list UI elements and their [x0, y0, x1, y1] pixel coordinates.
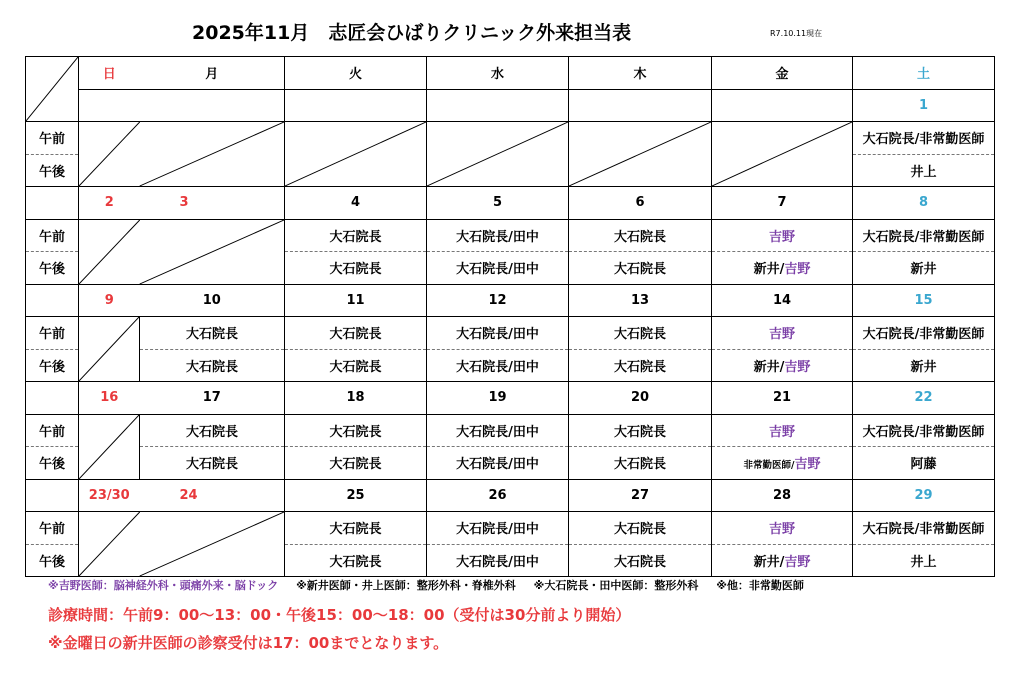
fri-am-doctor: 吉野 [712, 414, 853, 447]
date-tue: 25 [285, 479, 427, 512]
date-fri: 7 [712, 187, 853, 220]
wed-pm-doctor: 大石院長/田中 [427, 544, 569, 577]
corner-cell [26, 57, 79, 122]
am-label: 午前 [26, 317, 79, 350]
pm-label: 午後 [26, 349, 79, 382]
date-wed: 5 [427, 187, 569, 220]
page-title: 2025年11月 志匠会ひばりクリニック外来担当表 [192, 22, 632, 44]
sat-am-doctor: 大石院長/非常勤医師 [853, 317, 995, 350]
date-tue: 4 [285, 187, 427, 220]
mon-am-doctor: 大石院長 [140, 317, 285, 350]
sat-am-doctor: 大石院長/非常勤医師 [853, 122, 995, 155]
date-cell [569, 89, 712, 122]
wed-am-doctor: 大石院長/田中 [427, 317, 569, 350]
fri-am-doctor: 吉野 [712, 219, 853, 252]
date-wed: 12 [427, 284, 569, 317]
day-monday: 月 [140, 57, 285, 90]
sat-pm-doctor: 新井 [853, 349, 995, 382]
pm-label: 午後 [26, 252, 79, 285]
date-sat: 15 [853, 284, 995, 317]
schedule-table [25, 56, 995, 577]
day-friday: 金 [712, 57, 853, 90]
mon-pm-doctor: 大石院長 [140, 447, 285, 480]
date-fri: 28 [712, 479, 853, 512]
blank-cell [26, 284, 79, 317]
date-mon: 24 [140, 479, 285, 512]
specialty-notes [48, 577, 818, 593]
am-label: 午前 [26, 122, 79, 155]
sat-am-doctor: 大石院長/非常勤医師 [853, 512, 995, 545]
fri-pm-doctor-b: 吉野 [784, 554, 811, 570]
closed-cell [79, 122, 285, 187]
fri-am-doctor: 吉野 [712, 512, 853, 545]
date-cell [712, 89, 853, 122]
closed-cell [79, 414, 140, 479]
fri-am-doctor: 吉野 [712, 317, 853, 350]
wed-pm-doctor: 大石院長/田中 [427, 252, 569, 285]
tue-am-doctor: 大石院長 [285, 512, 427, 545]
thu-pm-doctor: 大石院長 [569, 447, 712, 480]
sat-pm-doctor: 新井 [853, 252, 995, 285]
date-fri: 14 [712, 284, 853, 317]
date-wed: 26 [427, 479, 569, 512]
fri-pm-doctor [712, 544, 853, 577]
fri-pm-doctor-b: 吉野 [784, 359, 811, 375]
fri-pm-doctor-b: 吉野 [784, 262, 811, 278]
weekday-header-row [26, 57, 995, 90]
thu-am-doctor: 大石院長 [569, 219, 712, 252]
date-mon: 10 [140, 284, 285, 317]
pm-label: 午後 [26, 544, 79, 577]
tue-am-doctor: 大石院長 [285, 414, 427, 447]
friday-notice: ※金曜日の新井医師の診察受付は17：00までとなります。 [48, 634, 449, 652]
fri-pm-doctor-a: 新井/ [753, 262, 785, 278]
thu-pm-doctor: 大石院長 [569, 349, 712, 382]
pm-label: 午後 [26, 154, 79, 187]
date-cell [427, 89, 569, 122]
date-wed: 19 [427, 382, 569, 415]
week1-date-row [26, 89, 995, 122]
date-sat: 29 [853, 479, 995, 512]
day-saturday: 土 [853, 57, 995, 90]
date-sat: 22 [853, 382, 995, 415]
tue-pm-doctor: 大石院長 [285, 544, 427, 577]
date-cell [79, 89, 285, 122]
thu-pm-doctor: 大石院長 [569, 544, 712, 577]
sat-am-doctor: 大石院長/非常勤医師 [853, 219, 995, 252]
day-wednesday: 水 [427, 57, 569, 90]
week3-am-row [26, 317, 995, 350]
am-label: 午前 [26, 219, 79, 252]
date-thu: 13 [569, 284, 712, 317]
note-yoshino: ※吉野医師：脳神経外科・頭痛外来・脳ドック [48, 579, 279, 592]
date-thu: 20 [569, 382, 712, 415]
blank-cell [26, 382, 79, 415]
day-thursday: 木 [569, 57, 712, 90]
thu-am-doctor: 大石院長 [569, 512, 712, 545]
consultation-hours: 診療時間：午前9：00～13：00・午後15：00～18：00（受付は30分前より開始） [48, 606, 631, 624]
sat-pm-doctor: 井上 [853, 544, 995, 577]
fri-pm-doctor [712, 447, 853, 480]
tue-pm-doctor: 大石院長 [285, 349, 427, 382]
thu-pm-doctor: 大石院長 [569, 252, 712, 285]
closed-cell [569, 122, 712, 187]
sat-pm-doctor: 井上 [853, 154, 995, 187]
thu-am-doctor: 大石院長 [569, 414, 712, 447]
note-oishi-tanaka: ※大石院長・田中医師：整形外科 [533, 579, 699, 592]
date-cell [285, 89, 427, 122]
wed-am-doctor: 大石院長/田中 [427, 219, 569, 252]
week5-date-row [26, 479, 995, 512]
am-label: 午前 [26, 414, 79, 447]
closed-cell [712, 122, 853, 187]
date-fri: 21 [712, 382, 853, 415]
closed-cell [79, 512, 285, 577]
week2-am-row [26, 219, 995, 252]
closed-cell [427, 122, 569, 187]
week5-am-row [26, 512, 995, 545]
fri-pm-doctor-a: 新井/ [753, 359, 785, 375]
day-sunday: 日 [79, 57, 140, 90]
blank-cell [26, 479, 79, 512]
date-tue: 18 [285, 382, 427, 415]
week3-date-row [26, 284, 995, 317]
sat-am-doctor: 大石院長/非常勤医師 [853, 414, 995, 447]
week4-am-row [26, 414, 995, 447]
date-thu: 6 [569, 187, 712, 220]
wed-am-doctor: 大石院長/田中 [427, 512, 569, 545]
tue-am-doctor: 大石院長 [285, 219, 427, 252]
date-sun: 23/30 [79, 479, 140, 512]
fri-pm-doctor-b: 吉野 [794, 457, 821, 473]
fri-pm-doctor [712, 252, 853, 285]
week1-am-row [26, 122, 995, 155]
date-thu: 27 [569, 479, 712, 512]
day-tuesday: 火 [285, 57, 427, 90]
week3-pm-row [26, 349, 995, 382]
sat-pm-doctor: 阿藤 [853, 447, 995, 480]
wed-am-doctor: 大石院長/田中 [427, 414, 569, 447]
closed-cell [285, 122, 427, 187]
mon-pm-doctor: 大石院長 [140, 349, 285, 382]
fri-pm-doctor-a: 新井/ [753, 554, 785, 570]
date-sat: 1 [853, 89, 995, 122]
tue-am-doctor: 大石院長 [285, 317, 427, 350]
date-mon: 3 [140, 187, 285, 220]
pm-label: 午後 [26, 447, 79, 480]
closed-cell [79, 317, 140, 382]
fri-pm-doctor-a: 非常勤医師/ [743, 460, 795, 472]
as-of-date: R7.10.11現在 [770, 29, 823, 38]
am-label: 午前 [26, 512, 79, 545]
mon-am-doctor: 大石院長 [140, 414, 285, 447]
week4-date-row [26, 382, 995, 415]
tue-pm-doctor: 大石院長 [285, 252, 427, 285]
fri-pm-doctor [712, 349, 853, 382]
date-sat: 8 [853, 187, 995, 220]
date-mon: 17 [140, 382, 285, 415]
wed-pm-doctor: 大石院長/田中 [427, 447, 569, 480]
closed-cell [79, 219, 285, 284]
thu-am-doctor: 大石院長 [569, 317, 712, 350]
week2-date-row [26, 187, 995, 220]
date-tue: 11 [285, 284, 427, 317]
date-sun: 9 [79, 284, 140, 317]
tue-pm-doctor: 大石院長 [285, 447, 427, 480]
note-other: ※他：非常勤医師 [716, 579, 804, 592]
wed-pm-doctor: 大石院長/田中 [427, 349, 569, 382]
week4-pm-row [26, 447, 995, 480]
date-sun: 16 [79, 382, 140, 415]
date-sun: 2 [79, 187, 140, 220]
blank-cell [26, 187, 79, 220]
note-arai-inoue: ※新井医師・井上医師：整形外科・脊椎外科 [296, 579, 516, 592]
